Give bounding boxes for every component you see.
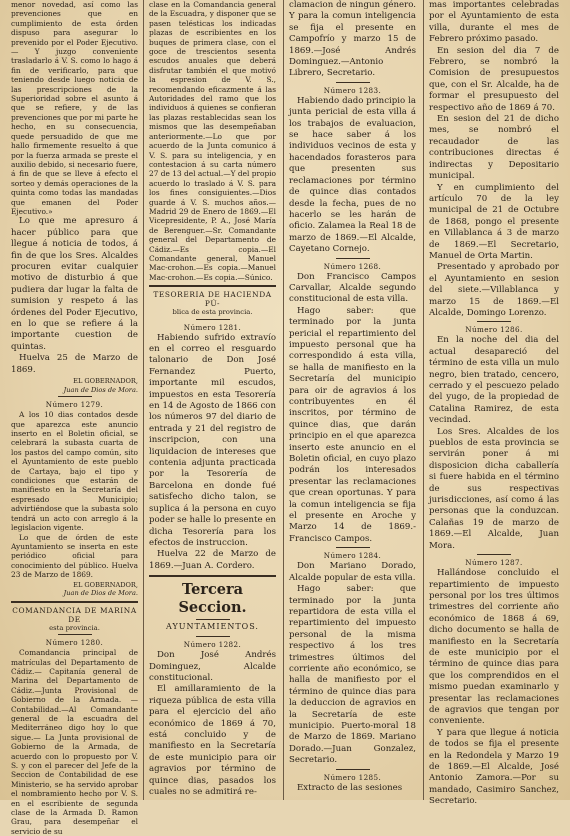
article-paragraph: Extracto de las sesiones [297, 782, 403, 793]
notice-number: Número 1280. [45, 638, 104, 648]
divider [196, 619, 230, 620]
divider [336, 258, 370, 259]
section-divider [149, 285, 276, 287]
divider [196, 319, 230, 320]
section-divider [149, 575, 276, 577]
article-paragraph: Hago saber: que terminado por la junta pericial el repartimiento del impuesto personal que ha correspondido á esta villa, se halla de manifiesto en la Secretaría del municipio para oir de agravios á los contribuyentes en él inscritos, por término de quince dias, que darán principio en el que aparezca inserto este anuncio en el Boletin oficial, en cuyo plazo podrán los interesados presentar las reclamaciones que crean oportunas. Y para la comun inteligencia se fija el presente en Aroche y Marzo 14 de 1869.-Francisco Campos. [289, 305, 416, 544]
signature-title: EL GOBERNADOR, [73, 377, 138, 386]
column-rule [143, 0, 144, 800]
date-line: Huelva 22 de Marzo de 1869.—Juan A. Cordero. [149, 549, 276, 571]
section-subtitle: AYUNTAMIENTOS. [166, 622, 259, 632]
column-2 [146, 0, 279, 800]
article-paragraph: Don Mariano Dorado, Alcalde popular de esta villa. [289, 561, 416, 583]
notice-number: Número 1268. [323, 261, 382, 271]
article-paragraph: En sesion del dia 7 de Febrero, se nombró la Comision de presupuestos que, con el Sr. Alcalde, ha de formar el presupuesto del respectivo año de 1869 á 70. [429, 45, 559, 113]
notice-number: Número 1287. [465, 558, 523, 568]
signature-block [11, 581, 138, 598]
column-1 [8, 0, 141, 836]
article-paragraph: A los 10 dias contados desde que aparezca este anuncio inserto en el Boletin oficial, se celebrará la subasta cuarta de los pastos del campo común, sito el Ayuntamiento de este pueblo de Cartaya, bajo el tipo y condiciones que estarán de manifiesto en la Secretaría del espresado Municipio; advirtiéndose que la subasta solo tendrá un acto con arreglo á la legislacion vigente. [11, 410, 138, 533]
date-line: Huelva 25 de Marzo de 1869. [11, 353, 138, 375]
article-paragraph: Lo que me apresuro á hacer público para que llegue á noticia de todos, á fin de que los Sres. Alcaldes procuren evitar cualquier motivo de disturbio á que pudiera dar lugar la falta de sumision y respeto á las órdenes del Poder Ejecutivo, en lo que se refiere á la importante cuestion de quintas. [11, 216, 138, 352]
column-4 [426, 0, 562, 807]
article-paragraph: Habiendo dado principio la junta pericial de esta villa á los trabajos de evaluacion, se hace saber á los individuos vecinos de esta y hacendados forasteros para que presenten sus reclamaciones por término de quince dias contados desde la fecha, pues de no hacerlo se les harán de oficio. Zalamea la Real 18 de marzo de 1869.—El Alcalde, Cayetano Cornejo. [289, 95, 416, 255]
section-heading: COMANDANCIA DE MARINA DE [12, 605, 137, 624]
article-paragraph: En sesion del 21 de dicho mes, se nombró el recaudador de las contribuciones directas é indirectas y Depositario municipal. [429, 114, 559, 182]
article-paragraph: Hallándose concluido el repartimiento de impuesto personal por los tres últimos trimestres del corriente año económico de 1868 á 69, dicho documento se halla de manifiesto en la Secretaría de este municipio por el término de quince dias para que los comprendidos en el mismo puedan examinarlo y presentar las reclamaciones de agravios que tengan por conveniente. [429, 568, 559, 727]
column-3 [286, 0, 419, 800]
section-title: Tercera Seccion. [178, 581, 247, 617]
article-paragraph: Habiendo sufrido extravío en el correo el resguardo talonario de Don José Fernandez Puerto, importante mil escudos, impuestos en esta Tesorería en 14 de Agosto de 1866 con los números 97 del diario de entrada y 21 del registro de inscripcion, con una liquidacion de intereses que contenia adjunta practicada por la Tesorería de Barcelona en donde fué satisfecho dicho talon, se suplica á la persona en cuyo poder se halle lo presente en dicha Tesorería para los efectos de instruccion. [149, 332, 276, 548]
section-divider [11, 601, 138, 603]
section-subheading: esta provincia. [49, 623, 100, 632]
article-paragraph: Don José Andrés Dominguez, Alcalde constitucional. [149, 650, 276, 683]
article-paragraph: menor novedad, así como las prevenciones que en cumplimiento de esta órden dispuso para asegurar lo prevenido por el Poder Ejecutivo.— Y juzgo conveniente trasladarlo á V. S. como lo hago á fin de verificarlo, para que teniendo desde luego noticia de las prescripciones de la Superioridad sobre el asunto á que se refiere, y de las prevenciones que por mi parte he hecho, en su consecuencia, quede persuadido de que me hallo firmemente resuelto á que por la fuerza armada se preste el auxilio debido, si necesario fuere, á fin de que se lleve á efecto el sorteo y demás operaciones de la quinta como todas las mandadas que emanen del Poder Ejecutivo.» [11, 0, 138, 216]
notice-number: Número 1284. [323, 551, 382, 561]
divider [477, 321, 511, 322]
article-paragraph: El amillaramiento de la riqueza pública de esta villa para el ejercicio del año económico de 1869 á 70, está concluido y de manifiesto en la Secretaría de este municipio para oir agravios por término de quince dias, pasados los cuales no se admitirá re- [149, 684, 276, 797]
signature-name: Juan de Dios de Mora. [63, 589, 138, 598]
article-paragraph: Los Sres. Alcaldes de los pueblos de esta provincia se servirán poner á mi disposicion dicha caballería si fuere habida en el término de sus respectivas jurisdicciones, así como á las personas que la conduzcan. Calañas 19 de marzo de 1869.—El Alcalde, Juan Mora. [429, 426, 559, 551]
section-heading: TESORERIA DE HACIENDA PÚ- [153, 290, 272, 309]
divider [336, 82, 370, 83]
article-paragraph: Presentado y aprobado por el Ayuntamiento en sesion del siete.—Villablanca y marzo 15 de 1869.—El Alcalde, Domingo Lorenzo. [429, 262, 559, 318]
article-paragraph: Comandancia principal de matrículas del Departamento de Cádiz.— Capitanía general de Marina del Departamento de Cádiz.—Junta Provisional de Gobierno de la Armada. —Contabilidad.—Al Comandante general de la escuadra del Mediterráneo digo hoy lo que sigue.— La Junta provisional de Gobierno de la Armada, de acuerdo con lo propuesto por V. S. y con el parecer del Jefe de la Seccion de Contabilidad de ese Ministerio, se ha servido aprobar el nombramiento hecho por V. S. en el escribiente de segunda clase de la Armada D. Ramon Grau, para desempeñar el servicio de su [11, 648, 138, 836]
divider [196, 636, 230, 637]
divider [336, 769, 370, 770]
divider [58, 396, 92, 397]
signature-name: Juan de Dios de Mora. [63, 385, 138, 394]
article-paragraph: Hago saber: que terminado por la junta repartidora de esta villa el repartimiento del impuesto personal de la misma respectivo á los tres trimestres últimos del corriente año económico, se halla de manifiesto por el término de quince dias para la deduccion de agravios en la Secretaría de este municipio. Puerto-moral 18 de Marzo de 1869. Mariano Dorado.—Juan Gonzalez, Secretario. [289, 584, 416, 766]
signature-title: EL GOBERNADOR, [73, 580, 138, 589]
notice-number: Número 1286. [465, 325, 523, 335]
notice-number: Número 1283. [323, 85, 382, 95]
notice-number: Número 1281. [183, 322, 242, 332]
article-paragraph: Lo que de órden de este Ayuntamiento se inserta en este periódico oficial para conocimiento del público. Huelva 23 de Marzo de 1869. [11, 532, 138, 580]
article-paragraph: Y para que llegue á noticia de todos se fija el presente en la Redondela y Marzo 19 de 1869.—El Alcalde, José Antonio Zamora.—Por su mandado, Casimiro Sanchez, Secretario. [429, 727, 559, 807]
notice-number: Número 1285. [323, 772, 382, 782]
article-paragraph: mas importantes celebradas por el Ayuntamiento de esta villa, durante el mes de Febrero próximo pasado. [429, 0, 559, 45]
column-rule [423, 0, 424, 800]
article-paragraph: Y en cumplimiento del artículo 70 de la ley municipal de 21 de Octubre de 1868, pongo el presente en Villablanca á 3 de marzo de 1869.—El Secretario, Manuel de Orta Martin. [429, 182, 559, 261]
column-rule [283, 0, 284, 800]
article-paragraph: clamacion de ningun género. Y para la comun inteligencia se fija el presente en Campofrío y marzo 15 de 1869.—José Andrés Dominguez.—Antonio Librero, Secretario. [289, 0, 416, 79]
notice-number: Número 1282. [183, 640, 242, 650]
article-paragraph: clase en la Comandancia general de la Escuadra, y disponer que se pasen telésticas los indicadas plazas de escribientes en los buques de primera clase, con el goce de trescientos sesenta escudos anuales que deberá disfrutar también el que motivó la espresion de V. S., recomendando eficazmente á las Autoridades del ramo que los individuos á quienes se confieran las plazas restablecidas sean los mismos que las desempeñaban anteriormente.—Lo que por acuerdo de la Junta comunico á V. S. para su inteligencia, y en contestacion á su carta número 27 de 13 del actual.—Y del propio acuerdo lo traslado á V. S. para los fines consiguientes.—Dios guarde á V. S. muchos años.—Madrid 29 de Enero de 1869.—El Vicepresidente, P. A., José María de Berenguer.—Sr. Comandante general del Departamento de Cádiz.—Es copia.—El Comandante general, Manuel Mac-crohon.—Es copia.—Manuel Mac-crohon.—Es copia.—Súnico. [149, 0, 276, 282]
divider [336, 547, 370, 548]
signature-block [11, 377, 138, 394]
article-paragraph: En la noche del dia del actual desapareció del término de esta villa un mulo negro, bien tratado, cencero, cerrado y el pescuezo pelado del yugo, de la propiedad de Catalina Ramirez, de esta vecindad. [429, 335, 559, 426]
divider [477, 554, 511, 555]
notice-number: Número 1279. [45, 400, 104, 410]
divider [58, 634, 92, 635]
section-subheading: blica de esta provincia. [172, 308, 253, 317]
article-paragraph: Don Francisco Campos Carvallar, Alcalde segundo constitucional de esta villa. [289, 271, 416, 305]
